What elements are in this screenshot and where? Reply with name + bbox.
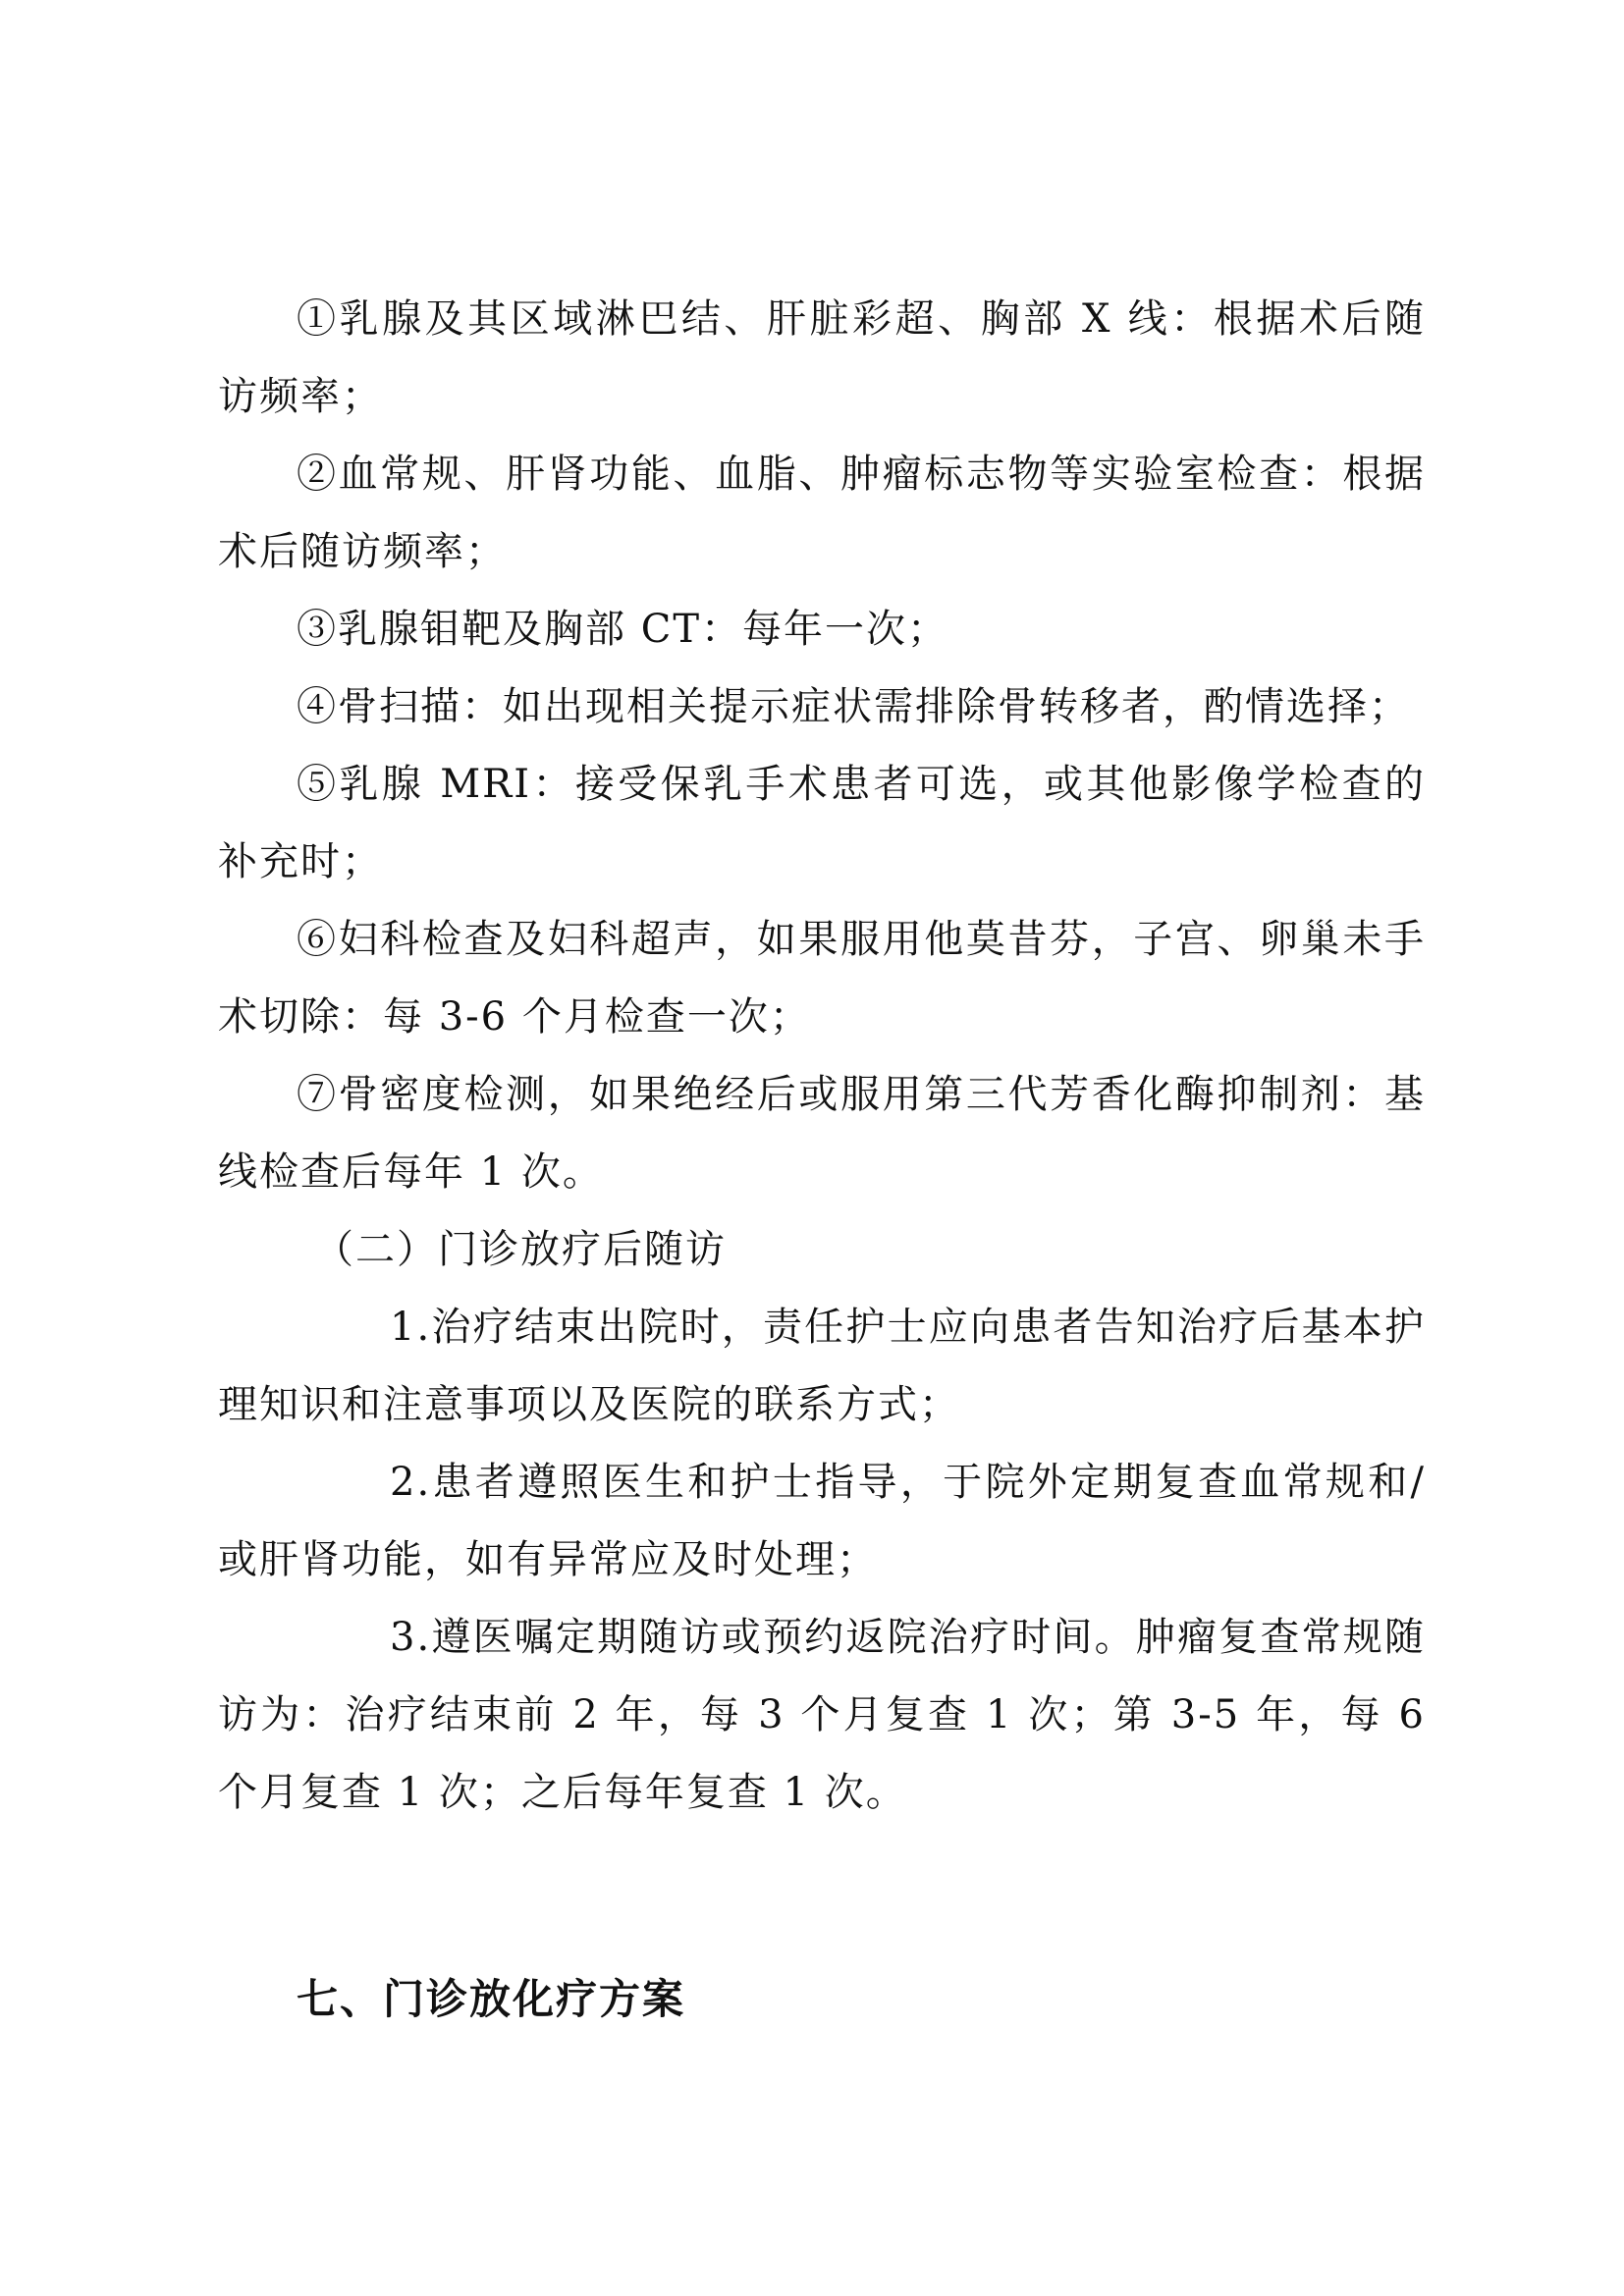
followup-item-1: 1.治疗结束出院时，责任护士应向患者告知治疗后基本护理知识和注意事项以及医院的联系方式； <box>218 1305 1426 1427</box>
exam-item-4: ④骨扫描：如出现相关提示症状需排除骨转移者，酌情选择； <box>297 684 1410 729</box>
exam-item-7: ⑦骨密度检测，如果绝经后或服用第三代芳香化酶抑制剂：基线检查后每年 1 次。 <box>218 1072 1426 1195</box>
followup-item-2: 2.患者遵照医生和护士指导，于院外定期复查血常规和/或肝肾功能，如有异常应及时处理； <box>218 1460 1426 1582</box>
exam-item-6: ⑥妇科检查及妇科超声，如果服用他莫昔芬，子宫、卵巢未手术切除：每 3-6 个月检查一次； <box>218 917 1426 1040</box>
section-heading: 七、门诊放化疗方案 <box>297 1975 686 2023</box>
exam-item-3: ③乳腺钼靶及胸部 CT：每年一次； <box>297 607 948 652</box>
subsection-heading: （二）门诊放疗后随访 <box>314 1227 727 1272</box>
exam-item-2: ②血常规、肝肾功能、血脂、肿瘤标志物等实验室检查：根据术后随访频率； <box>218 452 1426 574</box>
exam-item-5: ⑤乳腺 MRI：接受保乳手术患者可选，或其他影像学检查的补充时； <box>218 762 1426 884</box>
exam-item-1: ①乳腺及其区域淋巴结、肝脏彩超、胸部 X 线：根据术后随访频率； <box>218 296 1426 419</box>
followup-item-3: 3.遵医嘱定期随访或预约返院治疗时间。肿瘤复查常规随访为：治疗结束前 2 年，每 3 个月复查 1 次；第 3-5 年，每 6 个月复查 1 次；之后每年复查 1 次。 <box>218 1615 1426 1815</box>
